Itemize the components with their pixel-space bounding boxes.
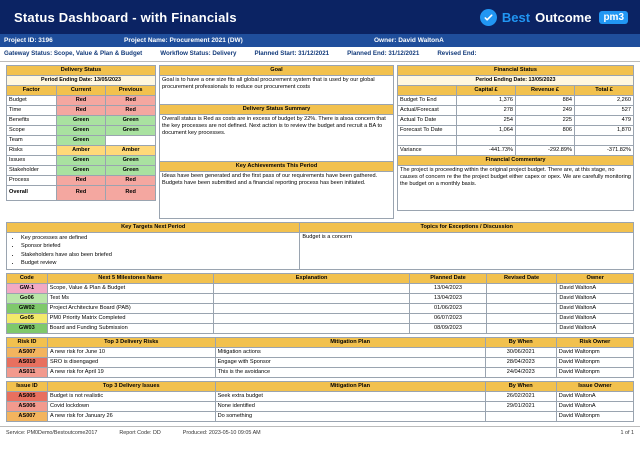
status-badge: Red [56, 175, 106, 185]
col-explanation: Explanation [213, 273, 409, 283]
table-row [7, 165, 156, 175]
col-revenue: Revenue £ [516, 85, 575, 95]
issue-name: Budget is not realistic [47, 391, 215, 401]
status-badge: Green [56, 115, 106, 125]
factor-label: Benefits [7, 115, 57, 125]
status-badge: Green [106, 155, 156, 165]
table-row [7, 367, 634, 377]
workflow-status: Workflow Status: Delivery [160, 50, 237, 57]
list-item: • Key processes are defined [21, 234, 297, 242]
col-risk-when: By When [485, 337, 556, 347]
milestone-name: Board and Funding Submission [47, 323, 213, 333]
status-badge: Red [106, 95, 156, 105]
factor-label: Issues [7, 155, 57, 165]
table-row [7, 135, 156, 145]
table-row [7, 401, 634, 411]
table-row [398, 125, 634, 135]
capital-value: 254 [457, 115, 516, 125]
col-risk-mitigation: Mitigation Plan [215, 337, 485, 347]
issue-name: Covid lockdown [47, 401, 215, 411]
table-row [398, 95, 634, 105]
brand-logo [480, 9, 632, 26]
key-achievements-text: Ideas have been generated and the first pass of our requirements have been gathered. Budgets have been submitted and a financial reporting process has been initiated. [160, 171, 394, 218]
overall-current: Red [56, 185, 106, 200]
capital-value: -441.73% [457, 145, 516, 155]
brand-outcome-text: Outcome [535, 9, 592, 25]
risk-when: 30/06/2021 [485, 347, 556, 357]
col-risk-owner: Risk Owner [556, 337, 633, 347]
risk-owner: David Waltonpm [556, 367, 633, 377]
milestone-explanation [213, 313, 409, 323]
milestone-code: Go05 [7, 313, 48, 323]
total-value [575, 135, 634, 145]
col-issue-id: Issue ID [7, 381, 48, 391]
revenue-value [516, 135, 575, 145]
main-columns [6, 65, 634, 219]
risk-name: A new risk for April 19 [47, 367, 215, 377]
milestone-owner: David WaltonA [557, 323, 634, 333]
milestone-name: Test Ms [47, 293, 213, 303]
brand-pm3-badge: pm3 [599, 11, 628, 24]
project-name: Project Name: Procurement 2021 (DW) [124, 37, 243, 44]
issue-name: A new risk for January 26 [47, 411, 215, 421]
issue-owner: David WaltonA [556, 401, 633, 411]
col-revised-date: Revised Date [486, 273, 557, 283]
project-id: Project ID: 3196 [4, 37, 53, 44]
milestone-revised [486, 303, 557, 313]
risk-mitigation: This is the avoidance [215, 367, 485, 377]
footer-report-code: Report Code: DD [119, 429, 161, 436]
table-row [7, 115, 156, 125]
status-badge: Green [106, 125, 156, 135]
factor-label: Scope [7, 125, 57, 135]
table-row [7, 293, 634, 303]
overall-row [7, 185, 156, 200]
capital-value: 278 [457, 105, 516, 115]
risk-mitigation: Mitigation actions [215, 347, 485, 357]
milestone-owner: David WaltonA [557, 313, 634, 323]
check-circle-icon [480, 9, 497, 26]
revenue-value: 225 [516, 115, 575, 125]
col-blank [398, 85, 457, 95]
risk-name: SRO is disengaged [47, 357, 215, 367]
col-code: Code [7, 273, 48, 283]
total-value: 1,870 [575, 125, 634, 135]
factor-label: Time [7, 105, 57, 115]
milestone-planned: 01/06/2023 [410, 303, 487, 313]
status-info-bar [0, 47, 640, 62]
milestone-planned: 13/04/2023 [410, 283, 487, 293]
table-row [7, 303, 634, 313]
goal-title: Goal [160, 66, 394, 76]
page-header [0, 0, 640, 34]
project-owner: Owner: David WaltonA [374, 37, 444, 44]
financial-panel [397, 65, 634, 219]
exceptions-text: Budget is a concern [300, 232, 634, 269]
milestone-code: GW03 [7, 323, 48, 333]
overall-previous: Red [106, 185, 156, 200]
issue-id: AS005 [7, 391, 48, 401]
row-label: Actual To Date [398, 115, 457, 125]
page-footer [0, 426, 640, 436]
status-badge: Green [56, 155, 106, 165]
milestone-revised [486, 323, 557, 333]
status-badge: Green [106, 115, 156, 125]
capital-value: 1,064 [457, 125, 516, 135]
col-previous: Previous [106, 85, 156, 95]
status-badge: Amber [56, 145, 106, 155]
milestone-planned: 08/09/2023 [410, 323, 487, 333]
financial-status-period: Period Ending Date: 13/05/2023 [398, 75, 634, 85]
row-label: Actual/Forecast [398, 105, 457, 115]
milestone-owner: David WaltonA [557, 293, 634, 303]
table-row [7, 347, 634, 357]
status-badge: Red [106, 175, 156, 185]
key-targets-list [9, 234, 297, 268]
row-label: Forecast To Date [398, 125, 457, 135]
risk-when: 28/04/2023 [485, 357, 556, 367]
col-current: Current [56, 85, 106, 95]
milestones-table [6, 273, 634, 334]
col-issue-mitigation: Mitigation Plan [215, 381, 485, 391]
issue-mitigation: None identified [215, 401, 485, 411]
table-row [7, 105, 156, 115]
key-targets-title: Key Targets Next Period [7, 222, 300, 232]
table-row [7, 283, 634, 293]
key-targets-list-cell [7, 232, 300, 269]
status-badge: Green [56, 165, 106, 175]
targets-exceptions-table [6, 222, 634, 270]
table-row [7, 391, 634, 401]
row-label: Variance [398, 145, 457, 155]
col-risk-id: Risk ID [7, 337, 48, 347]
milestone-explanation [213, 303, 409, 313]
delivery-status-panel [6, 65, 156, 219]
risks-table [6, 337, 634, 378]
col-issue-when: By When [485, 381, 556, 391]
delivery-status-period: Period Ending Date: 13/05/2023 [7, 75, 156, 85]
footer-produced: Produced: 2023-05-10 09:05 AM [182, 429, 261, 436]
milestone-explanation [213, 283, 409, 293]
risk-owner: David Waltonpm [556, 347, 633, 357]
row-label: Budget To End [398, 95, 457, 105]
table-row-spacer [398, 135, 634, 145]
table-row [7, 357, 634, 367]
milestone-explanation [213, 323, 409, 333]
list-item: • Budget review [21, 259, 297, 267]
table-row [7, 145, 156, 155]
factor-label: Stakeholder [7, 165, 57, 175]
factor-label: Budget [7, 95, 57, 105]
financial-commentary-text: The project is proceeding within the original project budget. There are, at this stage, no causes of concern re the the project budget either capex or opex. We are carefully monitoring the budget on a monthly basis. [398, 165, 634, 210]
risk-id: AS010 [7, 357, 48, 367]
milestone-planned: 06/07/2023 [410, 313, 487, 323]
capital-value: 1,376 [457, 95, 516, 105]
gateway-status: Gateway Status: Scope, Value & Plan & Budget [4, 50, 143, 57]
table-row [7, 411, 634, 421]
overall-label: Overall [7, 185, 57, 200]
risk-id: AS007 [7, 347, 48, 357]
risk-owner: David Waltonpm [556, 357, 633, 367]
brand-best-text: Best [501, 9, 531, 25]
risk-id: AS011 [7, 367, 48, 377]
table-row [7, 313, 634, 323]
status-badge: Green [106, 165, 156, 175]
table-row [7, 323, 634, 333]
milestone-owner: David WaltonA [557, 283, 634, 293]
issues-table [6, 381, 634, 422]
footer-service: Service: PM0Demo/Bestoutcome2017 [6, 429, 98, 436]
planned-start: Planned Start: 31/12/2021 [254, 50, 330, 57]
milestone-name: PM0 Priority Matrix Completed [47, 313, 213, 323]
milestone-revised [486, 293, 557, 303]
col-owner: Owner [557, 273, 634, 283]
table-row [398, 115, 634, 125]
milestone-name: Scope, Value & Plan & Budget [47, 283, 213, 293]
factor-label: Risks [7, 145, 57, 155]
issue-owner: David Waltonpm [556, 411, 633, 421]
status-badge: Red [56, 105, 106, 115]
issue-owner: David WaltonA [556, 391, 633, 401]
status-badge: Amber [106, 145, 156, 155]
list-item: • Stakeholders have also been briefed [21, 251, 297, 259]
issue-when: 26/02/2021 [485, 391, 556, 401]
revenue-value: 249 [516, 105, 575, 115]
delivery-summary-title: Delivery Status Summary [160, 104, 394, 114]
risk-when: 24/04/2023 [485, 367, 556, 377]
variance-row [398, 145, 634, 155]
revised-end: Revised End: [437, 50, 477, 57]
delivery-status-table [6, 65, 156, 201]
milestone-name: Project Architecture Board (PAB) [47, 303, 213, 313]
financial-status-table [397, 65, 634, 211]
col-capital: Capital £ [457, 85, 516, 95]
total-value: 527 [575, 105, 634, 115]
total-value: 2,260 [575, 95, 634, 105]
milestone-revised [486, 283, 557, 293]
list-item: • Sponsor briefed [21, 242, 297, 250]
footer-page-number: 1 of 1 [620, 429, 634, 436]
risk-mitigation: Engage with Sponsor [215, 357, 485, 367]
col-risk-name: Top 3 Delivery Risks [47, 337, 215, 347]
issue-id: AS006 [7, 401, 48, 411]
table-row [7, 155, 156, 165]
issue-id: AS007 [7, 411, 48, 421]
col-total: Total £ [575, 85, 634, 95]
issue-mitigation: Seek extra budget [215, 391, 485, 401]
revenue-value: -292.89% [516, 145, 575, 155]
milestone-owner: David WaltonA [557, 303, 634, 313]
col-issue-name: Top 3 Delivery Issues [47, 381, 215, 391]
table-row [398, 105, 634, 115]
factor-label: Process [7, 175, 57, 185]
col-issue-owner: Issue Owner [556, 381, 633, 391]
delivery-summary-text: Overall status is Red as costs are in excess of budget by 22%. There is alsoa concern that the key processes are not defined. Next action is to review the budget and recruit a BA to document key processes. [160, 114, 394, 161]
status-badge: Red [106, 105, 156, 115]
col-factor: Factor [7, 85, 57, 95]
milestone-revised [486, 313, 557, 323]
milestone-code: GW02 [7, 303, 48, 313]
status-badge: Red [56, 95, 106, 105]
total-value: 479 [575, 115, 634, 125]
issue-when: 29/01/2021 [485, 401, 556, 411]
status-badge [106, 135, 156, 145]
milestone-explanation [213, 293, 409, 303]
milestone-planned: 13/04/2023 [410, 293, 487, 303]
capital-value [457, 135, 516, 145]
table-row [7, 175, 156, 185]
project-info-bar [0, 34, 640, 47]
factor-label: Team [7, 135, 57, 145]
col-planned-date: Planned Date [410, 273, 487, 283]
milestone-code: Go06 [7, 293, 48, 303]
planned-end: Planned End: 31/12/2021 [347, 50, 420, 57]
exceptions-title: Topics for Exceptions / Discussion [300, 222, 634, 232]
col-milestone-name: Next 5 Milestones Name [47, 273, 213, 283]
goal-text: Goal is to have a one size fits all global procurement system that is used by our global procurement professionals to reduce our procurement costs [160, 75, 394, 104]
delivery-status-title: Delivery Status [7, 66, 156, 76]
page-title: Status Dashboard - with Financials [14, 9, 237, 25]
revenue-value: 806 [516, 125, 575, 135]
financial-commentary-title: Financial Commentary [398, 155, 634, 165]
goal-panel [159, 65, 394, 219]
financial-status-title: Financial Status [398, 66, 634, 76]
goal-table [159, 65, 394, 219]
issue-mitigation: Do something [215, 411, 485, 421]
revenue-value: 884 [516, 95, 575, 105]
table-row [7, 125, 156, 135]
key-achievements-title: Key Achievements This Period [160, 161, 394, 171]
status-badge: Green [56, 125, 106, 135]
table-row [7, 95, 156, 105]
milestone-code: GW-1 [7, 283, 48, 293]
risk-name: A new risk for June 10 [47, 347, 215, 357]
total-value: -371.82% [575, 145, 634, 155]
status-badge: Green [56, 135, 106, 145]
row-label [398, 135, 457, 145]
issue-when [485, 411, 556, 421]
